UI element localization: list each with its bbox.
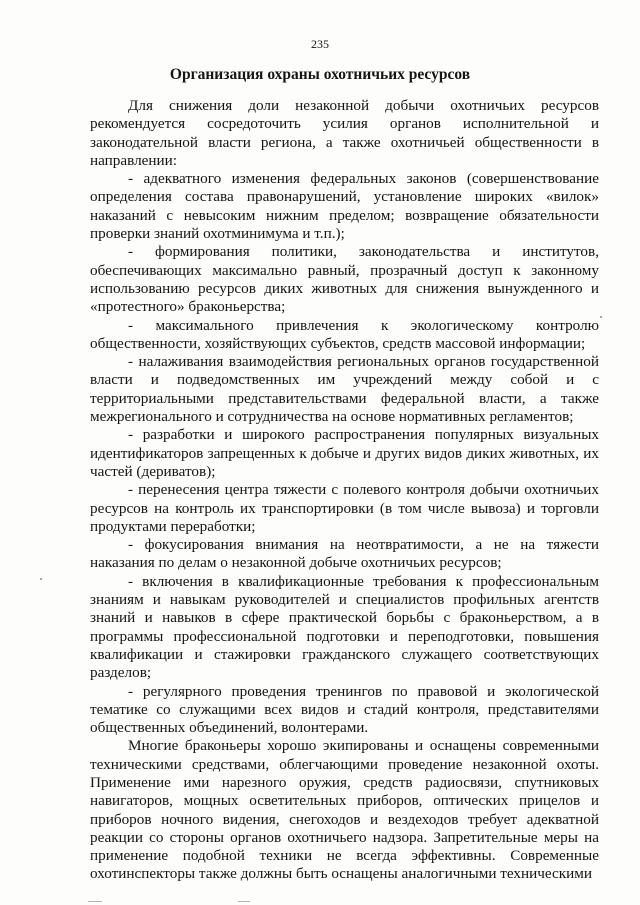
list-item: - разработки и широкого распространения популярных визуальных идентификаторов запрещенных к добыче и других видов диких животных, их частей (дериватов); (90, 426, 599, 480)
list-item: - максимального привлечения к экологическому контролю общественности, хозяйствующих субъектов, средств массовой информации; (90, 316, 599, 352)
body-text (90, 97, 599, 884)
section-title: Организация охраны охотничьих ресурсов (169, 66, 471, 83)
scan-edge-mark (88, 901, 102, 902)
list-item: - налаживания взаимодействия региональных органов государственной власти и подведомственных им учреждений между собой и с территориальными представительствами федеральной власти, а также межрегионального и сотрудничества на основе нормативных регламентов; (90, 353, 599, 426)
list-item: - фокусирования внимания на неотвратимости, а не на тяжести наказания по делам о незаконной добыче охотничьих ресурсов; (90, 536, 599, 572)
list-item: - формирования политики, законодательства и институтов, обеспечивающих максимально равный, прозрачный доступ к законному использованию ресурсов диких животных для снижения вынужденного и «протестного» браконьерства; (90, 243, 599, 316)
paragraph-intro: Для снижения доли незаконной добычи охотничьих ресурсов рекомендуется сосредоточить усилия органов исполнительной и законодательной власти региона, а также охотничьей общественности в направлении: (90, 97, 599, 169)
list-item: - включения в квалификационные требования к профессиональным знаниям и навыкам руководителей и специалистов профильных агентств знаний и навыков в сфере практической борьбы с браконьерством, а в программы профессиональной подготовки и переподготовки, повышения квалификации и стажировки гражданского служащего соответствующих разделов; (90, 572, 599, 682)
scan-speck (600, 316, 602, 318)
page-number: 235 (311, 37, 329, 51)
scan-speck (40, 578, 42, 580)
paragraph-equipment: Многие браконьеры хорошо экипированы и оснащены современными техническими средствами, облегчающими проведение незаконной охоты. Применение ими нарезного оружия, средств радиосвязи, спутниковых навигаторов, мощных осветительных приборов, оптических прицелов и приборов ночного видения, снегоходов и вездеходов требует адекватной реакции со стороны органов охотничьего надзора. Запретительные меры на применение подобной техники не всегда эффективны. Современные охотинспекторы также должны быть оснащены аналогичными техническими (90, 737, 599, 883)
list-item: - перенесения центра тяжести с полевого контроля добычи охотничьих ресурсов на контроль их транспортировки (в том числе вывоза) и торговли продуктами переработки; (90, 481, 599, 535)
list-item: - адекватного изменения федеральных законов (совершенствование определения состава правонарушений, установление широких «вилок» наказаний с невысоким нижним пределом; возвращение обязательности проверки знаний охотминимума и т.п.); (90, 170, 599, 243)
scan-edge-mark (238, 901, 250, 902)
list-item: - регулярного проведения тренингов по правовой и экологической тематике со служащими всех видов и стадий контроля, представителями общественных объединений, волонтерами. (90, 682, 599, 737)
